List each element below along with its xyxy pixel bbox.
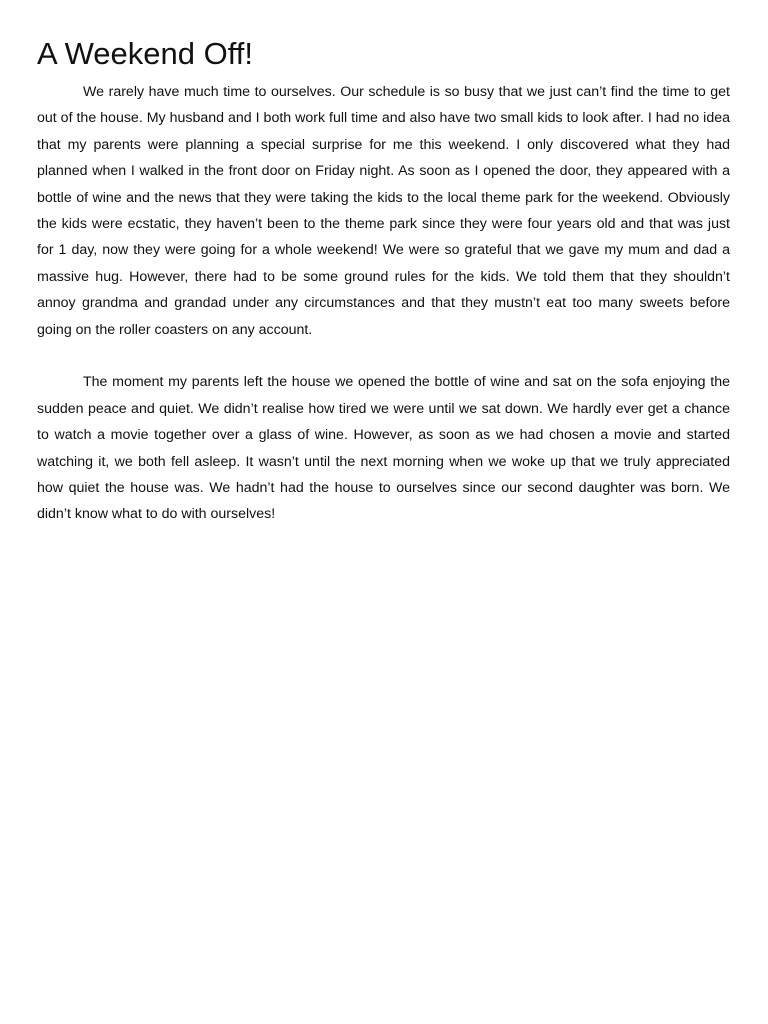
paragraph-2: The moment my parents left the house we opened the bottle of wine and sat on the sofa enjoying the sudden peace and quiet. We didn’t realise how tired we were until we sat down. We hardly ever get a chance to watch a movie together over a glass of wine. However, as soon as we had chosen a movie and started watching it, we both fell asleep. It wasn’t until the next morning when we woke up that we truly appreciated how quiet the house was. We hadn’t had the house to ourselves since our second daughter was born. We didn’t know what to do with ourselves!: [37, 374, 730, 523]
paragraph-1: We rarely have much time to ourselves. Our schedule is so busy that we just can’t find the time to get out of the house. My husband and I both work full time and also have two small kids to look after. I had no idea that my parents were planning a special surprise for me this weekend. I only discovered what they had planned when I walked in the front door on Friday night. As soon as I opened the door, they appeared with a bottle of wine and the news that they were taking the kids to the local theme park for the weekend. Obviously the kids were ecstatic, they haven’t been to the theme park since they were four years old and that was just for 1 day, now they were going for a whole weekend! We were so grateful that we gave my mum and dad a massive hug. However, there had to be some ground rules for the kids. We told them that they shouldn’t annoy grandma and grandad under any circumstances and that they mustn’t eat too many sweets before going on the roller coasters on any account.: [37, 84, 730, 338]
document-title: A Weekend Off!: [37, 36, 253, 71]
